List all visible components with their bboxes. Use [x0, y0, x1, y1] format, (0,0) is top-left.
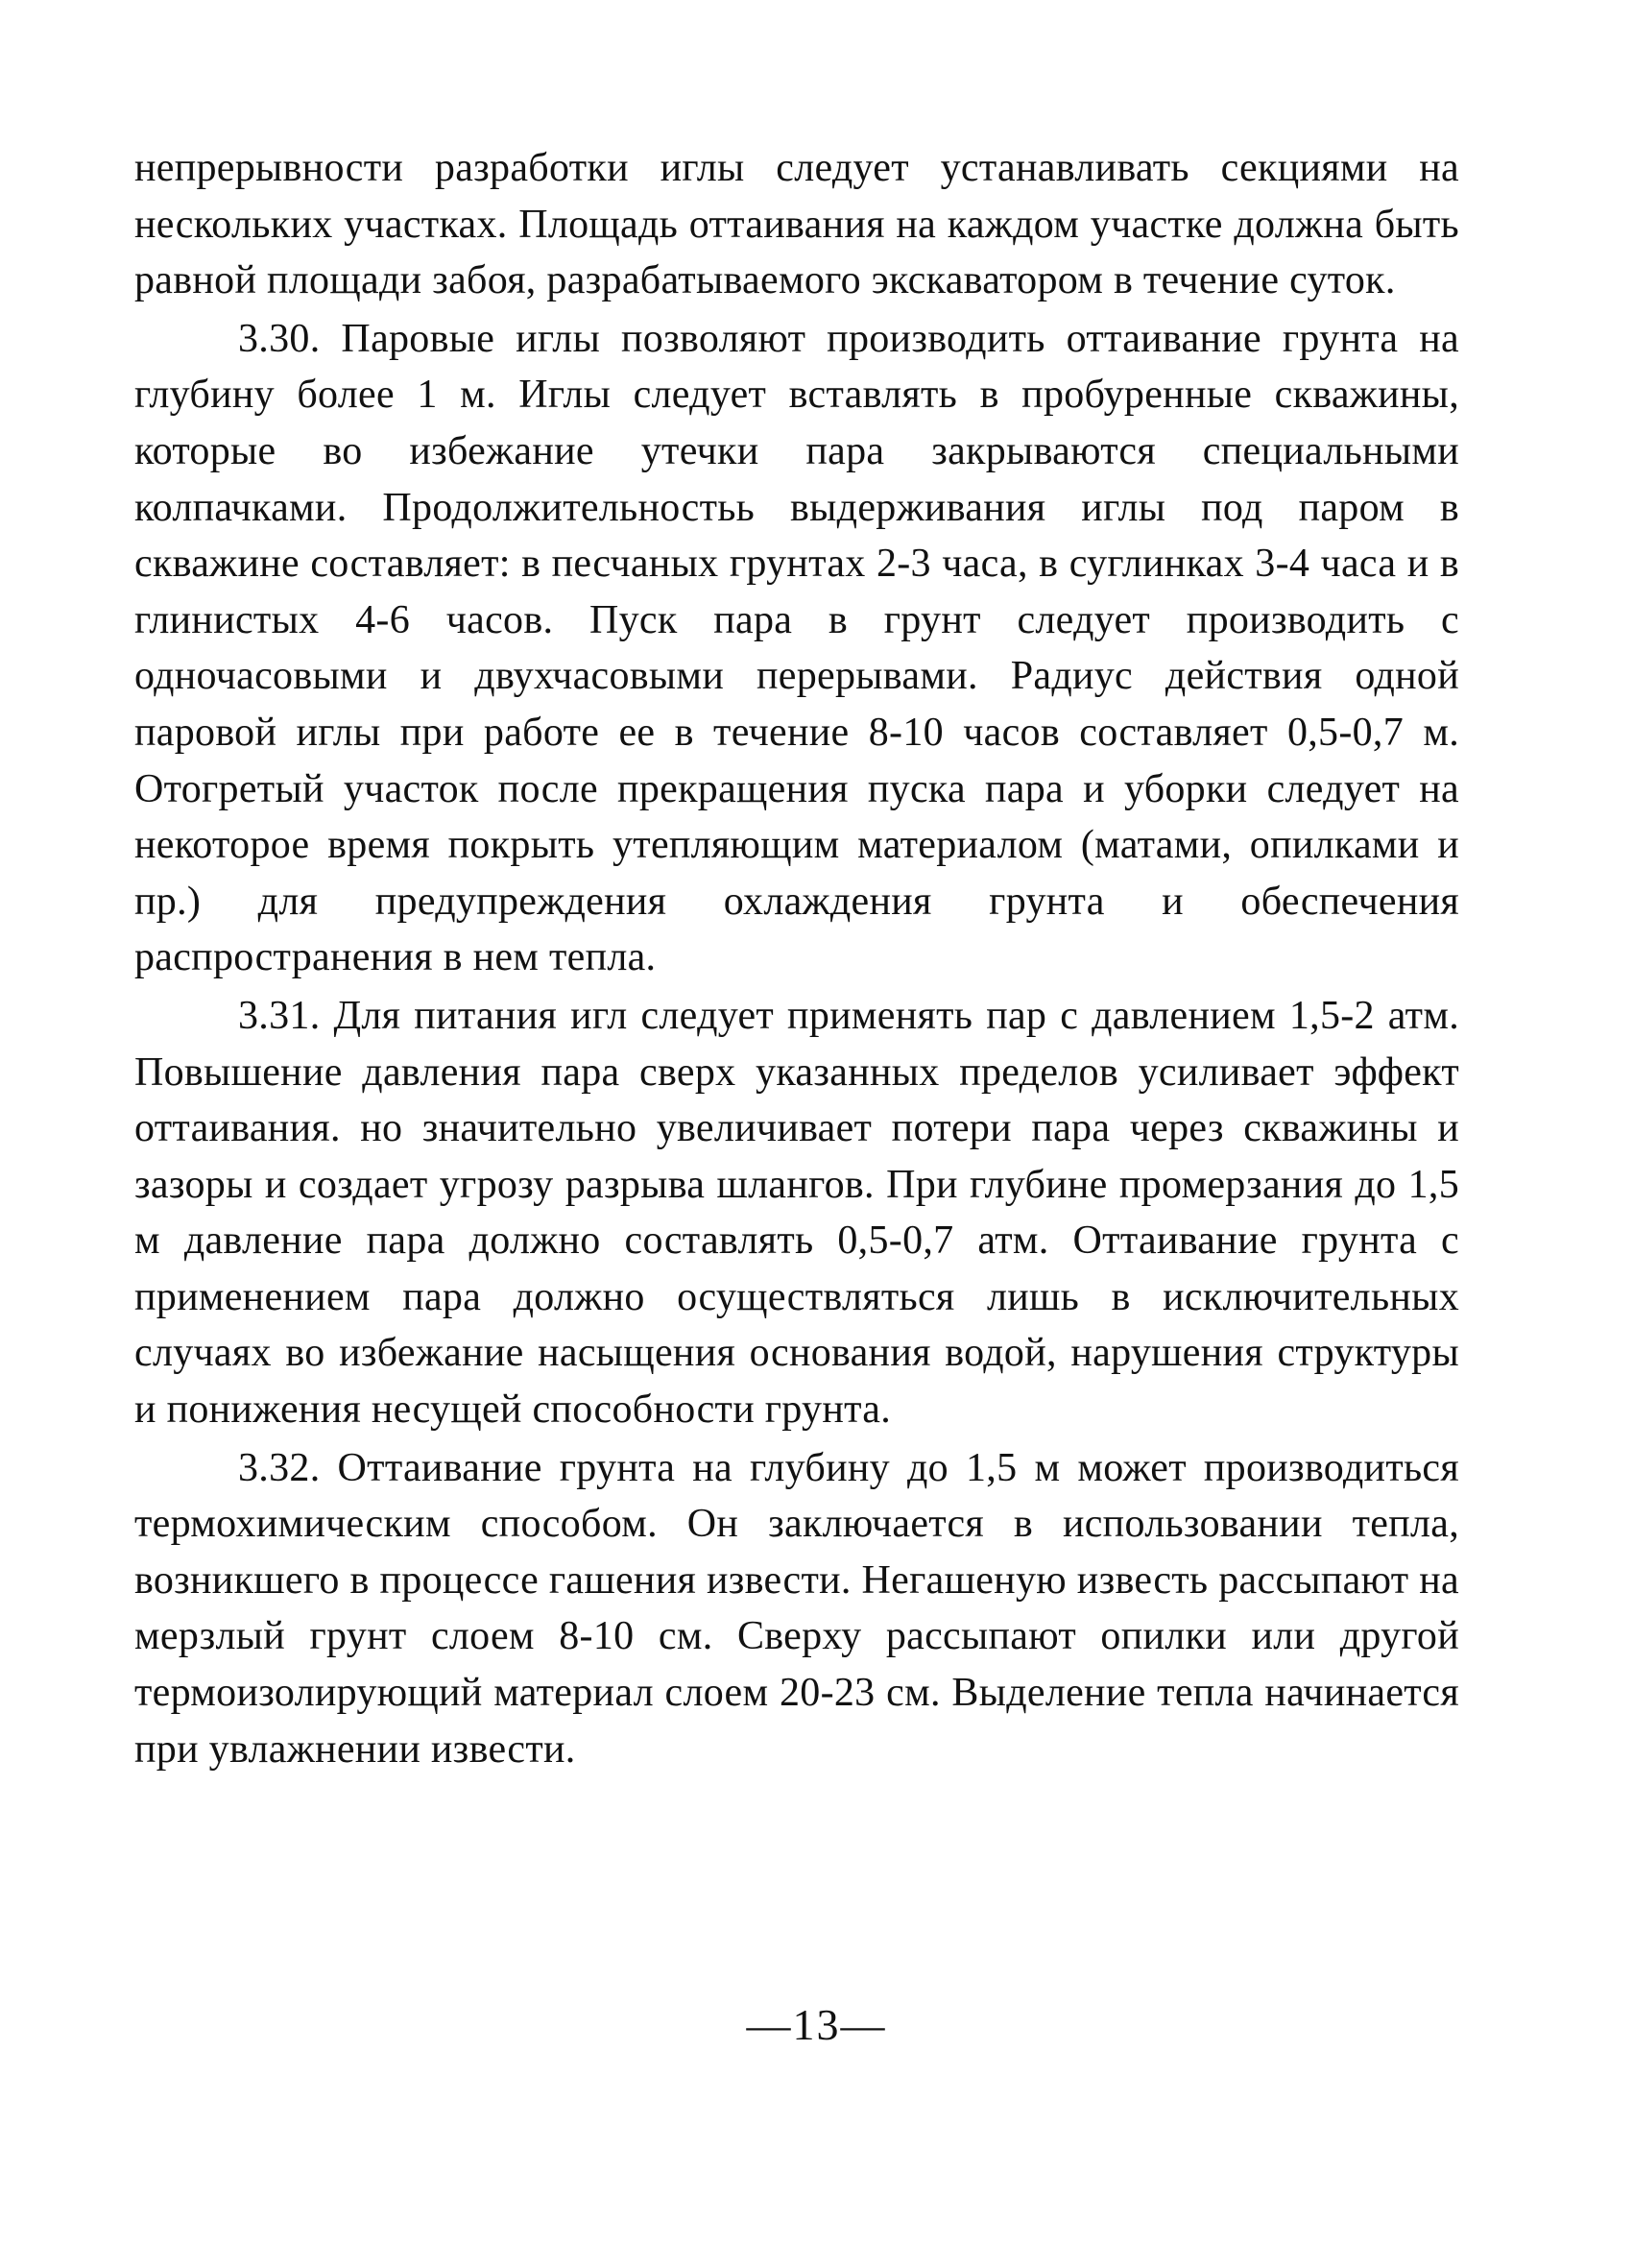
page-number: —13—	[746, 2000, 887, 2049]
paragraph-continuation: непрерывности разработки иглы следует устанавливать секциями на нескольких участках. Площадь оттаивания на каждом участке должна быть равной площади забоя, разрабатываемого экскаватором в течение суток.	[134, 146, 1459, 303]
paragraph-3-30: 3.30. Паровые иглы позволяют производить оттаивание грунта на глубину более 1 м. Иглы следует вставлять в пробуренные скважины, которые во избежание утечки пара закрываются специальными колпачками. Продолжительностьь выдерживания иглы под паром в скважине составляет: в песчаных грунтах 2-3 часа, в суглинках 3-4 часа и в глинистых 4-6 часов. Пуск пара в грунт следует производить с одночасовыми и двухчасовыми перерывами. Радиус действия одной паровой иглы при работе ее в течение 8-10 часов составляет 0,5-0,7 м. Отогретый участок после прекращения пуска пара и уборки следует на некоторое время покрыть утепляющим материалом (матами, опилками и пр.) для предупреждения охлаждения грунта и обеспечения распространения в нем тепла.	[134, 316, 1459, 980]
paragraph-3-31: 3.31. Для питания игл следует применять пар с давлением 1,5-2 атм. Повышение давления пара сверх указанных пределов усиливает эффект оттаивания. но значительно увеличивает потери пара через скважины и зазоры и создает угрозу разрыва шлангов. При глубине промерзания до 1,5 м давление пара должно составлять 0,5-0,7 атм. Оттаивание грунта с применением пара должно осуществляться лишь в исключительных случаях во избежание насыщения основания водой, нарушения структуры и понижения несущей способности грунта.	[134, 993, 1459, 1433]
body-text	[134, 140, 1459, 1777]
paragraph-3-32: 3.32. Оттаивание грунта на глубину до 1,5 м может производиться термохимическим способом. Он заключается в использовании тепла, возникшего в процессе гашения извести. Негашеную известь рассыпают на мерзлый грунт слоем 8-10 см. Сверху рассыпают опилки или другой термоизолирующий материал слоем 20-23 см. Выделение тепла начинается при увлажнении извести.	[134, 1445, 1459, 1772]
